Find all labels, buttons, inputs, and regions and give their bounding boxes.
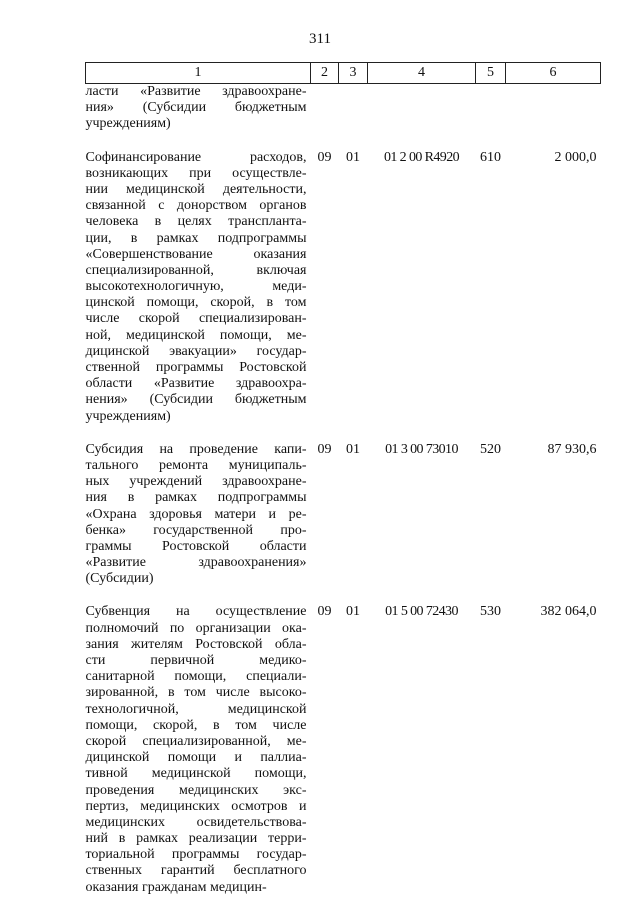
row-description bbox=[86, 604, 311, 895]
description-line: «Охрана здоровья матери и ре- bbox=[85, 506, 307, 522]
description-line: цинской помощи, скорой, в том bbox=[85, 295, 307, 311]
description-line: ственных гарантий бесплатного bbox=[85, 863, 307, 879]
row-description bbox=[86, 84, 311, 133]
description-line: ласти «Развитие здравоохране- bbox=[85, 84, 307, 99]
description-line: скорой специализированной, ме- bbox=[85, 733, 307, 749]
description-line: Софинансирование расходов, bbox=[85, 149, 307, 165]
description-line: медицинских освидетельствова- bbox=[85, 814, 307, 830]
description-line: ственной программы Ростовской bbox=[85, 360, 307, 375]
header-col-5: 5 bbox=[476, 63, 506, 84]
description-line: ции, в рамках подпрограммы bbox=[85, 230, 307, 246]
row-amount: 87 930,6 bbox=[547, 441, 597, 457]
description-line: Субсидия на проведение капи- bbox=[85, 441, 307, 457]
description-line: высокотехнологичную, меди- bbox=[85, 279, 307, 295]
header-col-2: 2 bbox=[311, 63, 339, 84]
description-line: сти первичной медико- bbox=[85, 653, 307, 668]
header-col-3: 3 bbox=[339, 63, 368, 84]
description-line: дицинской помощи и паллиа- bbox=[85, 750, 307, 766]
row-amount bbox=[506, 84, 601, 133]
row-section-code: 09 bbox=[317, 604, 332, 620]
row-spacer bbox=[86, 425, 601, 442]
description-line: ториальной программы государ- bbox=[85, 847, 307, 863]
row-description bbox=[86, 150, 311, 425]
description-line: числе скорой специализирован- bbox=[85, 311, 307, 327]
description-line: ния в рамках подпрограммы bbox=[85, 490, 307, 506]
header-col-1: 1 bbox=[86, 63, 311, 84]
row-section-code: 09 bbox=[317, 441, 332, 457]
description-line: оказания гражданам медицин- bbox=[85, 879, 267, 895]
row-spacer-cell bbox=[86, 425, 601, 442]
table-header-row bbox=[86, 63, 601, 84]
table-row bbox=[86, 442, 601, 588]
table-row bbox=[86, 604, 601, 895]
description-line: «Совершенствование оказания bbox=[85, 246, 307, 262]
row-section-code: 09 bbox=[317, 149, 332, 165]
row-expense-type-code bbox=[476, 84, 506, 133]
row-spacer bbox=[86, 587, 601, 604]
row-target-article-code: 01 3 00 73010 bbox=[385, 441, 458, 457]
description-line: нения» (Субсидии бюджетным bbox=[85, 392, 307, 408]
description-line: Субвенция на осуществление bbox=[85, 604, 307, 620]
description-line: зания жителям Ростовской обла- bbox=[85, 636, 307, 652]
description-line: возникающих при осуществле- bbox=[85, 165, 307, 181]
header-col-4: 4 bbox=[368, 63, 476, 84]
row-expense-type-code: 520 bbox=[480, 441, 501, 457]
description-line: «Развитие здравоохранения» bbox=[85, 555, 307, 571]
row-section-code bbox=[311, 84, 339, 133]
description-line: ных учреждений здравоохране- bbox=[85, 474, 307, 490]
row-target-article-code bbox=[368, 84, 476, 133]
row-spacer-cell bbox=[86, 587, 601, 604]
description-line: нии медицинской деятельности, bbox=[85, 181, 307, 197]
row-description bbox=[86, 442, 311, 588]
description-line: тального ремонта муниципаль- bbox=[85, 457, 307, 473]
row-target-article-code: 01 2 00 R4920 bbox=[383, 149, 460, 165]
description-line: тивной медицинской помощи, bbox=[85, 766, 307, 782]
header-col-6: 6 bbox=[506, 63, 601, 84]
description-line: технологичной, медицинской bbox=[85, 701, 307, 717]
description-line: ной, медицинской помощи, ме- bbox=[85, 327, 307, 343]
page-number: 311 bbox=[309, 31, 331, 47]
description-line: области «Развитие здравоохра- bbox=[85, 376, 307, 392]
row-subsection-code bbox=[339, 84, 368, 133]
description-line: зированной, в том числе высоко- bbox=[85, 685, 307, 701]
row-subsection-code: 01 bbox=[346, 441, 360, 457]
description-line: связанной с донорством органов bbox=[85, 198, 307, 214]
description-line: санитарной помощи, специали- bbox=[85, 669, 307, 685]
row-subsection-code: 01 bbox=[346, 149, 360, 165]
row-expense-type-code: 530 bbox=[480, 604, 501, 620]
description-line: помощи, скорой, в том числе bbox=[85, 717, 307, 733]
description-line: пертиз, медицинских осмотров и bbox=[85, 798, 307, 814]
row-spacer-cell bbox=[86, 133, 601, 150]
description-line: учреждениям) bbox=[85, 408, 171, 424]
table-body bbox=[86, 84, 601, 896]
table-row bbox=[86, 84, 601, 133]
row-subsection-code: 01 bbox=[346, 604, 360, 620]
row-amount: 2 000,0 bbox=[554, 149, 597, 165]
description-line: полномочий по организации ока- bbox=[85, 620, 307, 636]
description-line: бенка» государственной про- bbox=[85, 522, 307, 538]
budget-table bbox=[85, 62, 601, 896]
table-row bbox=[86, 150, 601, 425]
description-line: граммы Ростовской области bbox=[85, 538, 307, 554]
row-spacer bbox=[86, 133, 601, 150]
description-line: проведения медицинских экс- bbox=[85, 782, 307, 798]
row-amount: 382 064,0 bbox=[540, 604, 597, 620]
description-line: человека в целях трансплантa- bbox=[85, 214, 307, 230]
description-line: ний в рамках реализации терри- bbox=[85, 831, 307, 847]
description-line: учреждениям) bbox=[85, 116, 171, 132]
description-line: дицинской эвакуации» государ- bbox=[85, 343, 307, 359]
row-target-article-code: 01 5 00 72430 bbox=[385, 604, 458, 620]
description-line: специализированной, включая bbox=[85, 262, 307, 278]
row-expense-type-code: 610 bbox=[480, 149, 501, 165]
description-line: ния» (Субсидии бюджетным bbox=[85, 100, 307, 116]
description-line: (Субсидии) bbox=[85, 571, 154, 587]
